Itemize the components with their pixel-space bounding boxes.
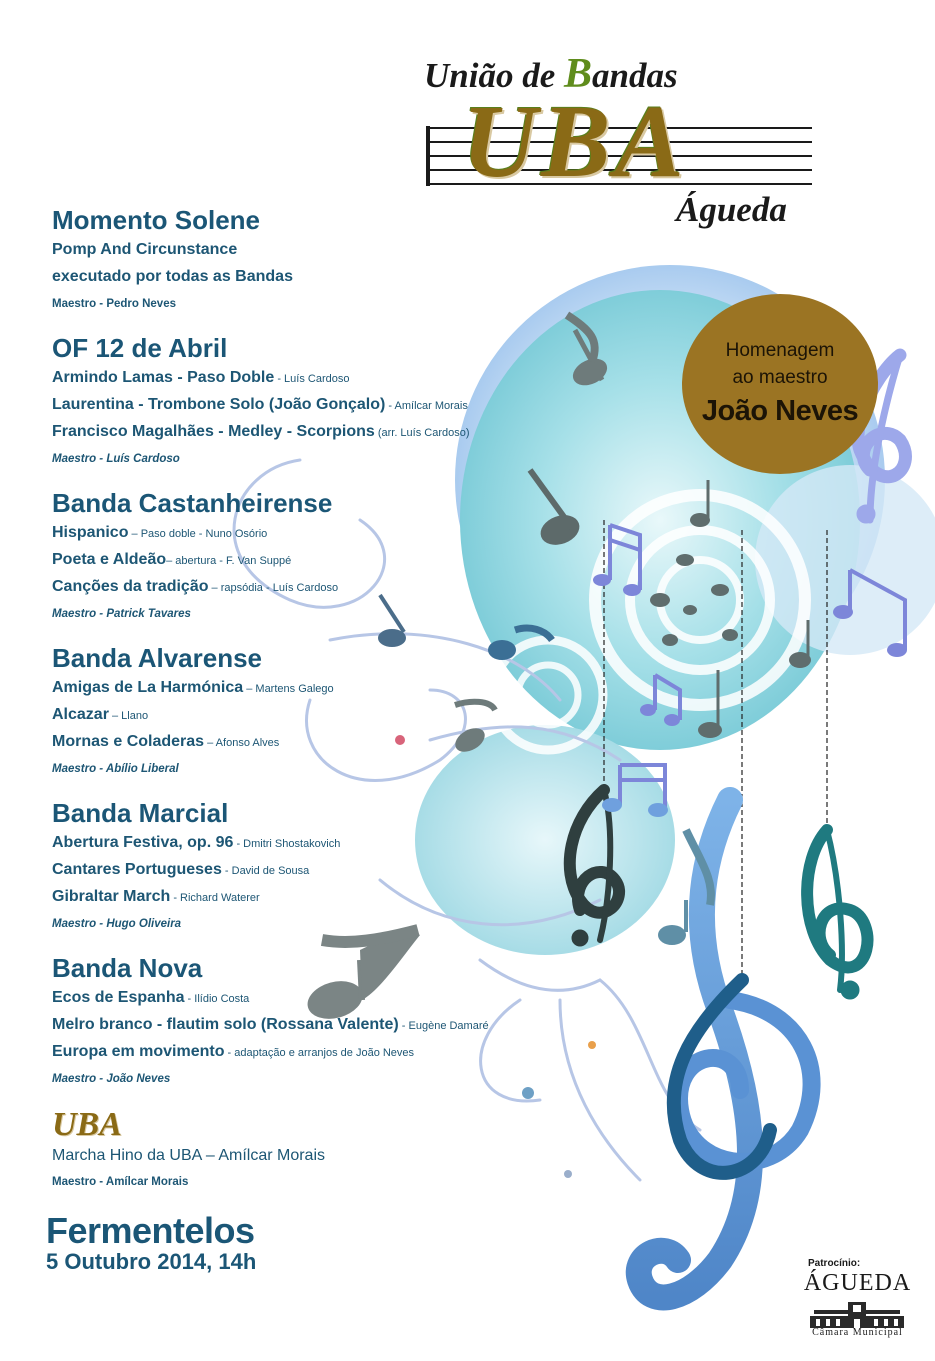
piece-title: Canções da tradição (52, 578, 209, 595)
sponsor-block (800, 1258, 915, 1338)
section-title: Banda Castanheirense (52, 488, 333, 518)
piece (52, 702, 612, 729)
piece-title: Abertura Festiva, op. 96 (52, 834, 234, 851)
logo-title-prefix: União de (424, 56, 564, 95)
piece-title: Ecos de Espanha (52, 989, 185, 1006)
logo-acronym: UBA (462, 84, 688, 199)
piece (52, 729, 612, 756)
piece-credit: - David de Sousa (221, 865, 310, 877)
homage-badge (682, 294, 878, 474)
piece-credit: - adaptação e arranjos de João Neves (224, 1047, 415, 1059)
piece-title: Hispanico (52, 524, 129, 541)
section-title: Banda Nova (52, 953, 203, 983)
logo-title-suffix: andas (592, 56, 678, 95)
finale-section (52, 1107, 612, 1195)
section-maestro: Maestro - João Neves (52, 1073, 171, 1085)
sponsor-building-space (800, 1297, 915, 1325)
piece (52, 392, 612, 419)
piece-title: Cantares Portugueses (52, 861, 222, 878)
piece-title: Pomp And Circunstance (52, 241, 238, 258)
piece-title: Alcazar (52, 706, 109, 723)
piece-credit: – Martens Galego (243, 683, 334, 695)
piece-credit: - Amílcar Morais (385, 400, 468, 412)
piece-credit: – rapsódia - Luís Cardoso (208, 582, 339, 594)
concert-program (52, 204, 612, 1210)
piece-title: Francisco Magalhães - Medley - Scorpions (52, 423, 375, 440)
piece (52, 675, 612, 702)
piece (52, 985, 612, 1012)
piece-credit: – Afonso Alves (204, 737, 280, 749)
sponsor-label: Patrocínio: (808, 1258, 861, 1269)
piece-title: Europa em movimento (52, 1043, 225, 1060)
section-maestro: Maestro - Pedro Neves (52, 298, 176, 310)
badge-honoree-name: João Neves (701, 394, 859, 427)
program-section (52, 642, 612, 782)
piece (52, 547, 612, 574)
sponsor-council: Câmara Municipal (812, 1327, 903, 1338)
piece (52, 365, 612, 392)
piece (52, 237, 612, 264)
section-title: Banda Marcial (52, 798, 229, 828)
section-maestro: Maestro - Luís Cardoso (52, 453, 180, 465)
piece-title: Mornas e Coladeras (52, 733, 205, 750)
piece-credit: – Paso doble - Nuno Osório (128, 528, 268, 540)
logo-fancy-letter: B (564, 51, 593, 97)
piece-credit: (arr. Luís Cardoso) (374, 427, 470, 439)
piece (52, 1039, 612, 1066)
piece-title: Amigas de La Harmónica (52, 679, 244, 696)
piece-title: Armindo Lamas - Paso Doble (52, 369, 275, 386)
piece-title: Melro branco - flautim solo (Rossana Valente) (52, 1016, 399, 1033)
program-section (52, 797, 612, 937)
logo-city: Águeda (676, 190, 787, 229)
section-maestro: Maestro - Patrick Tavares (52, 608, 191, 620)
section-maestro: Maestro - Abílio Liberal (52, 763, 179, 775)
sponsor-city: ÁGUEDA (803, 1270, 912, 1296)
venue-place: Fermentelos (46, 1210, 255, 1251)
finale-maestro: Maestro - Amílcar Morais (52, 1176, 189, 1188)
event-venue (46, 1212, 256, 1274)
piece-credit: - Dmitri Shostakovich (233, 838, 341, 850)
piece-credit: - Luís Cardoso (274, 373, 350, 385)
piece-credit: – abertura - F. Van Suppé (166, 555, 292, 567)
piece (52, 857, 612, 884)
piece-title: Gibraltar March (52, 888, 171, 905)
program-section (52, 487, 612, 627)
section-title: Momento Solene (52, 205, 261, 235)
teal-treble-clef (807, 830, 867, 999)
piece (52, 419, 612, 446)
piece-credit: - Eugène Damaré (398, 1020, 489, 1032)
piece-title: Poeta e Aldeão (52, 551, 167, 568)
piece (52, 520, 612, 547)
piece-credit: – Llano (108, 710, 149, 722)
piece (52, 264, 612, 291)
piece-title: Laurentina - Trombone Solo (João Gonçalo) (52, 396, 386, 413)
program-section (52, 204, 612, 317)
venue-date: 5 Outubro 2014, 14h (46, 1249, 257, 1274)
piece-title: executado por todas as Bandas (52, 268, 293, 285)
program-section (52, 332, 612, 472)
section-title: OF 12 de Abril (52, 333, 228, 363)
badge-line-2: ao maestro (732, 367, 828, 389)
piece (52, 884, 612, 911)
badge-line-1: Homenagem (725, 339, 835, 361)
section-maestro: Maestro - Hugo Oliveira (52, 918, 182, 930)
finale-heading: UBA (52, 1106, 122, 1143)
piece (52, 1012, 612, 1039)
piece-credit: - Richard Waterer (170, 892, 260, 904)
piece (52, 830, 612, 857)
section-title: Banda Alvarense (52, 643, 263, 673)
piece-credit: - Ilídio Costa (184, 993, 250, 1005)
program-section (52, 952, 612, 1092)
finale-piece: Marcha Hino da UBA – Amílcar Morais (52, 1147, 325, 1164)
piece (52, 574, 612, 601)
